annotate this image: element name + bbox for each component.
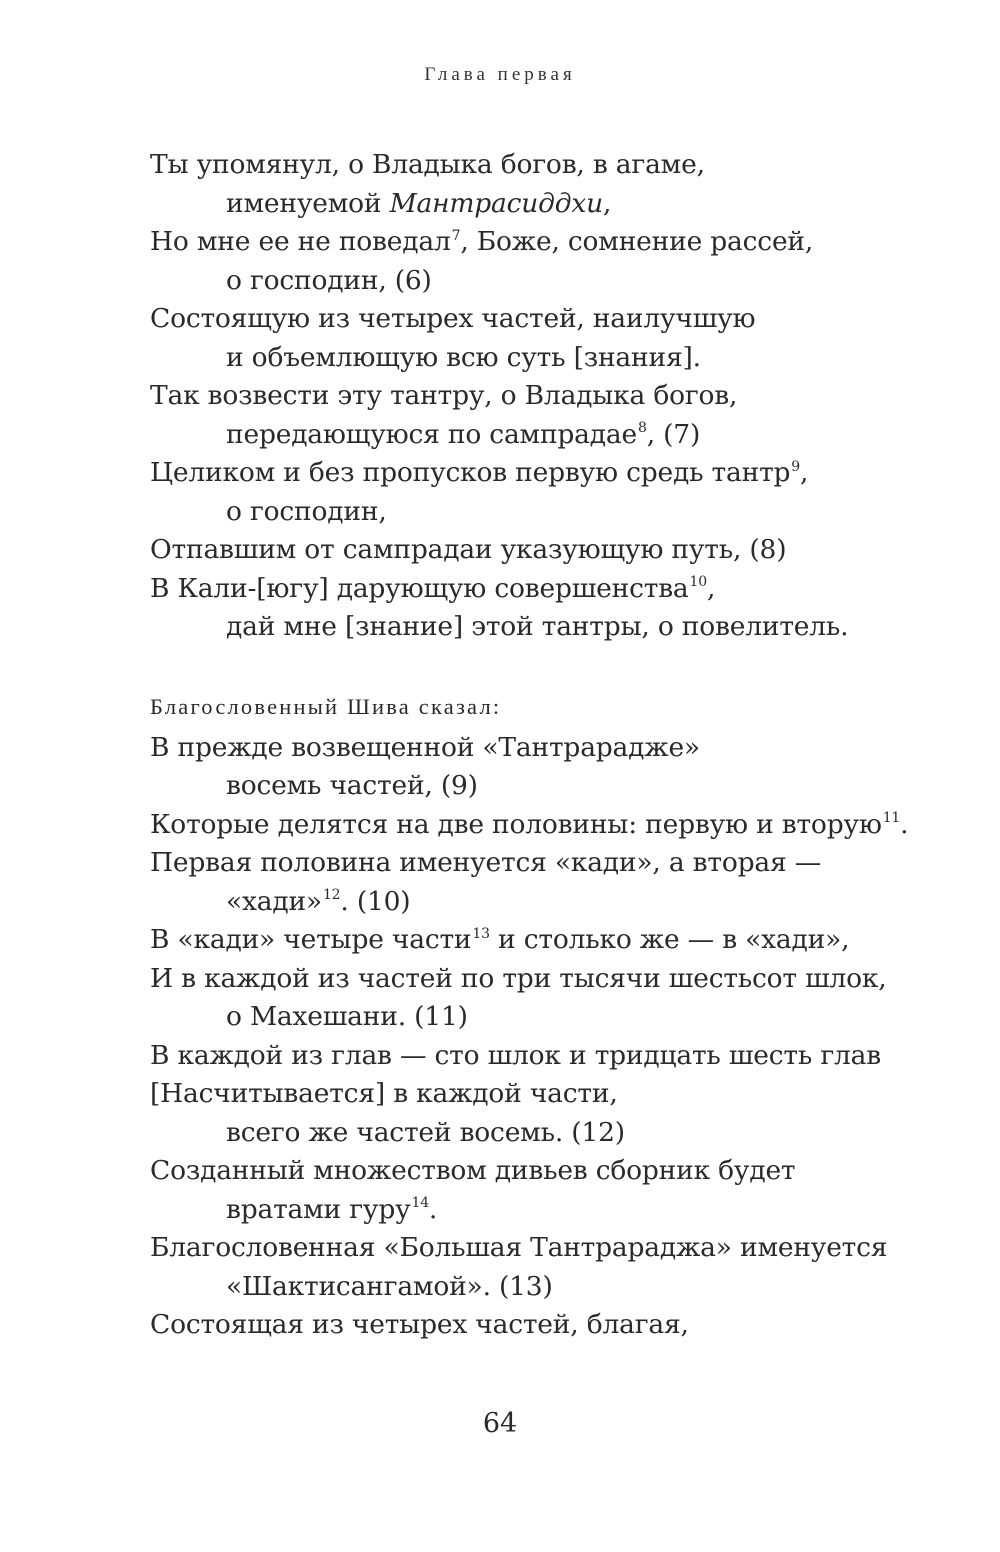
- verse-line: [150, 416, 940, 455]
- footnote-marker: 14: [411, 1195, 429, 1211]
- footnote-marker: 8: [637, 420, 647, 436]
- verse-line-text: В каждой из глав — сто шлок и тридцать шесть глав: [150, 1039, 881, 1071]
- verse-line-text-after: .: [900, 808, 909, 840]
- verse-line-text-after: . (10): [340, 885, 411, 917]
- verse-line-text: В Кали-[югу] дарующую совершенства: [150, 572, 689, 604]
- verse-line-text: В «кади» четыре части: [150, 924, 472, 955]
- verse-line-text: Созданный множеством дивьев сборник будет: [150, 1155, 796, 1186]
- verse-line-text: восемь частей, (9): [226, 770, 478, 801]
- verse-line-italic: Мантрасиддхи: [389, 187, 603, 219]
- verse-line-text: о Махешани. (11): [226, 1001, 468, 1032]
- running-head: Глава первая: [424, 64, 576, 85]
- verse-line-text-after: , Боже, сомнение рассей,: [460, 226, 814, 257]
- verse-line: [150, 729, 940, 768]
- verse-line: [150, 998, 940, 1037]
- verse-line-text: вратами гуру: [226, 1193, 411, 1225]
- verse-line-text: «хади»: [226, 885, 322, 917]
- page-number: 64: [482, 1408, 518, 1439]
- verse-line: [150, 1037, 940, 1076]
- verse-line-text: Которые делятся на две половины: первую и вторую: [150, 808, 882, 840]
- verse-line: [150, 570, 940, 609]
- verse-line: [150, 339, 940, 378]
- verse-line-text: В прежде возвещенной «Тантрарадже»: [150, 731, 700, 763]
- verse-line: [150, 454, 940, 493]
- verse-line: [150, 1191, 940, 1230]
- verse-line-text-after: ,: [800, 457, 809, 488]
- verse-line-text: «Шактисангамой». (13): [226, 1270, 553, 1302]
- verse-line: [150, 1268, 940, 1307]
- verse-line-text: Первая половина именуется «кади», а вторая —: [150, 847, 822, 878]
- verse-line: [150, 1114, 940, 1153]
- verse-line-text: о господин,: [226, 495, 387, 527]
- verse-line: [150, 1229, 940, 1268]
- verse-line-text-after: ,: [706, 572, 716, 604]
- verse-line: [150, 300, 940, 339]
- verse-line-text-after: ,: [602, 187, 612, 219]
- verse-line: [150, 1152, 940, 1191]
- verse-line: [150, 146, 940, 185]
- verse-line-text: Благословенная «Большая Тантрараджа» именуется: [150, 1232, 888, 1263]
- footnote-marker: 11: [882, 810, 901, 826]
- verse-line-text: Целиком и без пропусков первую средь тантр: [150, 457, 791, 488]
- verse-line-text: Отпавшим от сампрадаи указующую путь, (8): [150, 534, 787, 565]
- verse-line: [150, 493, 940, 532]
- verse-line-text: и объемлющую всю суть [знания].: [226, 341, 701, 373]
- verse-line: [150, 608, 940, 647]
- verse-line-text: дай мне [знание] этой тантры, о повелитель.: [226, 611, 849, 642]
- verse-line-text: о господин, (6): [226, 264, 432, 296]
- verse-line-text-after: , (7): [646, 418, 701, 450]
- verse-line-text: Ты упомянул, о Владыка богов, в агаме,: [150, 149, 705, 180]
- verse-line-text: Но мне ее не поведал: [150, 226, 451, 257]
- verse-line-text: И в каждой из частей по три тысячи шестьсот шлок,: [150, 962, 887, 994]
- verse-line: [150, 377, 940, 416]
- verse-line-text: Состоящую из четырех частей, наилучшую: [150, 303, 756, 334]
- verse-line: [150, 806, 940, 845]
- verse-line-text-after: .: [428, 1193, 438, 1225]
- verse-block-2-lines: [150, 729, 940, 1345]
- verse-line: [150, 185, 940, 224]
- verse-line: [150, 921, 940, 960]
- speaker-heading: Благословенный Шива сказал:: [150, 694, 502, 719]
- verse-line-text: именуемой: [226, 187, 390, 219]
- footnote-marker: 9: [791, 458, 801, 475]
- verse-line: [150, 1306, 940, 1345]
- verse-line: [150, 960, 940, 999]
- verse-line-text-after: и столько же — в «хади»,: [489, 924, 850, 955]
- verse-line-text: всего же частей восемь. (12): [226, 1116, 625, 1148]
- verse-line: [150, 531, 940, 570]
- verse-line: [150, 844, 940, 883]
- verse-line-text: передающуюся по сампрадае: [226, 418, 637, 450]
- verse-line-text: [Насчитывается] в каждой части,: [150, 1078, 618, 1109]
- verse-line-text: Так возвести эту тантру, о Владыка богов,: [150, 380, 738, 411]
- footnote-marker: 10: [689, 574, 707, 590]
- verse-line-text: Состоящая из четырех частей, благая,: [150, 1309, 689, 1340]
- footnote-marker: 13: [472, 925, 490, 942]
- verse-block-1: [150, 146, 940, 647]
- verse-line: [150, 883, 940, 922]
- footnote-marker: 12: [322, 887, 341, 903]
- verse-block-2: [150, 688, 940, 1345]
- verse-line: [150, 767, 940, 806]
- verse-line: [150, 223, 940, 262]
- footnote-marker: 7: [451, 227, 461, 244]
- verse-line: [150, 1075, 940, 1114]
- verse-line: [150, 262, 940, 301]
